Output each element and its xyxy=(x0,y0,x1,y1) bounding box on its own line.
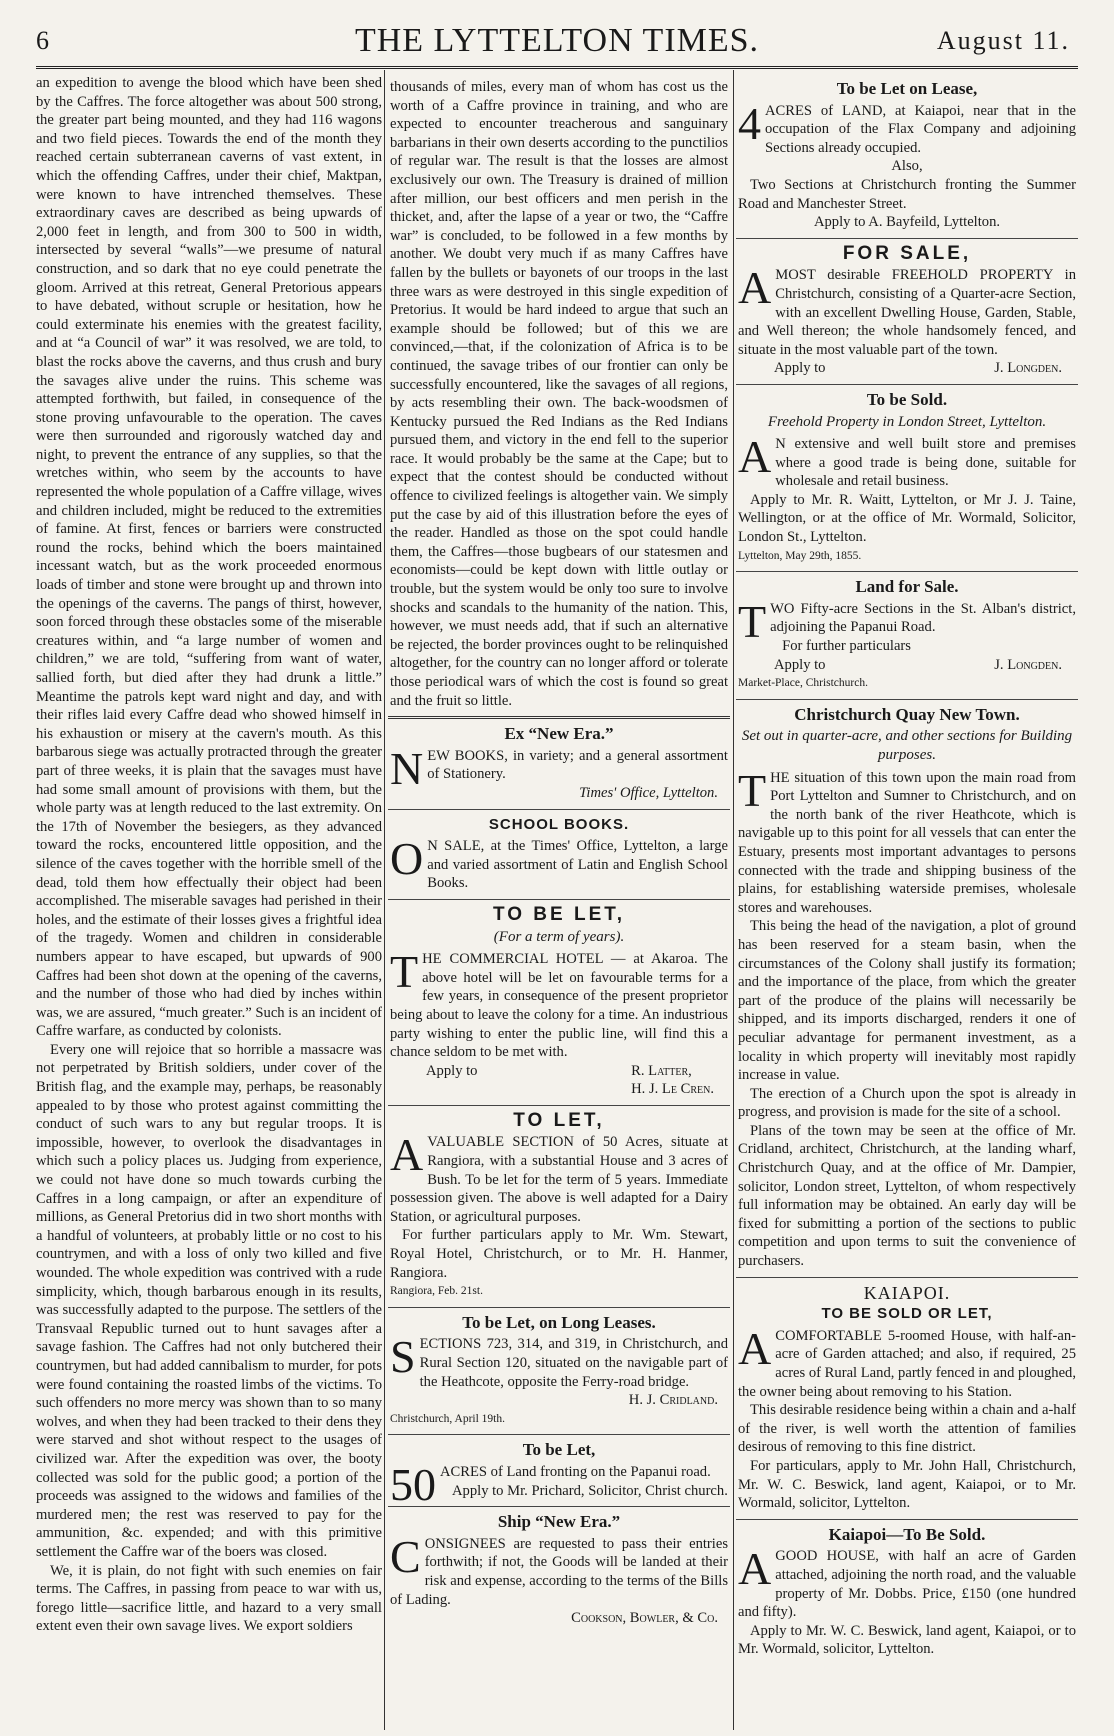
ad-apply: Apply to xyxy=(774,656,826,673)
drop-cap: T xyxy=(738,595,767,647)
ad-kaiapoi xyxy=(736,1278,1078,1520)
ad-text: Apply to Mr. W. C. Beswick, land agent, Kaiapoi, or to Mr. Wormald, solicitor, Lyttelton. xyxy=(738,1622,1076,1658)
ad-text: EW BOOKS, in variety; and a general assortment of Stationery. xyxy=(427,747,728,783)
ad-apply: Apply to xyxy=(426,1062,478,1079)
article-paragraph: Every one will rejoice that so horrible a massacre was not perpetrated by British soldiers, under cover of the British flag, and the example may, perhaps, be reasonably appealed to by those who protest against committing the conduct of such wars to any but regular troops. It is impossible, however, to overlook the disadvantages in which such a policy places us. Judging from experience, we could not have done so much towards curbing the Caffres in a long campaign, or after an expenditure of millions, as General Pretorius did in two short months with a handful of volunteers, at probably little or no cost to his countrymen, and with a loss of only two killed and five wounded. The whole expedition was contrived with a rude simplicity, which, though barbarous enough in its results, was successfully adapted to the purpose. The settlers of the Transvaal Republic turned out to hunt savages after a savage fashion. The Caffres had not only butchered their countrymen, but had added cannibalism to murder, for pots were found containing the roasted limbs of the victims. To such offenders no more mercy was shown than to so many wolves, and when they had been tracked to their dens they were starved and shot without respect to the usages of civilized war. After the expedition was over, the booty collected was sold for the public good; a portion of the proceeds was assigned to the widows and families of the murdered men; the rest was reserved to pay for the ammunition, &c. expended; and with this primitive settlement the Caffre war of the boers was closed. xyxy=(36,1041,382,1560)
article-paragraph: We, it is plain, do not fight with such enemies on fair terms. The Caffres, in passing from peace to war with us, forego little—sacrifice little, and hazard to a very small extent even their own savage lives. We export soldiers xyxy=(36,1562,382,1635)
ad-ship-new-era xyxy=(388,1507,730,1634)
ad-text: For further particulars apply to Mr. Wm. Stewart, Royal Hotel, Christchurch, or to Mr. H. Hanmer, Rangiora. xyxy=(390,1227,728,1281)
ad-signature: Times' Office, Lyttelton. xyxy=(579,784,718,801)
ad-new-era-books xyxy=(388,719,730,809)
ad-text: VALUABLE SECTION of 50 Acres, situate at Rangiora, with a substantial House and 3 acres of Bush. To be let for the term of 5 years. Immediate possession given. The above is well adapted for a Dairy Station, or agricultural purposes. xyxy=(390,1134,728,1225)
page-number: 6 xyxy=(36,26,49,55)
ad-heading: Christchurch Quay New Town. xyxy=(794,704,1020,724)
ad-signature: Cookson, Bowler, & Co. xyxy=(571,1610,718,1627)
ad-subheading: Set out in quarter-acre, and other sections for Building purposes. xyxy=(741,728,1073,763)
ad-contact: J. Longden. xyxy=(994,656,1062,673)
ad-text: Two Sections at Christchurch fronting the Summer Road and Manchester Street. xyxy=(738,176,1076,212)
drop-cap: T xyxy=(738,764,767,816)
ad-school-books xyxy=(388,810,730,900)
drop-cap: A xyxy=(738,431,772,483)
article-continuation xyxy=(388,74,730,719)
column-divider xyxy=(733,70,734,1730)
ad-to-let-section xyxy=(388,1106,730,1308)
issue-date: August 11. xyxy=(936,26,1070,55)
drop-cap: 4 xyxy=(738,97,761,149)
ad-text: COMFORTABLE 5-roomed House, with half-an-acre of Garden attached; and also, if required, 25 acres of Rural Land, partly fenced in and ploughed, the owner being about removing to his Station. xyxy=(738,1327,1076,1400)
newspaper-title: THE LYTTELTON TIMES. xyxy=(354,22,760,59)
ad-heading: Ship “New Era.” xyxy=(497,1512,621,1532)
ad-text: MOST desirable FREEHOLD PROPERTY in Christchurch, consisting of a Quarter-acre Section, with an excellent Dwelling House, Garden, Stable, and Well thereon; the whole handsomely fenced, and situate in the most valuable part of the town. xyxy=(738,267,1076,358)
ad-land-for-sale xyxy=(736,572,1078,700)
ad-text: This being the head of the navigation, a plot of ground has been reserved for a steam basin, when the circumstances of the Colony shall justify its formation; and the importance of the place, from which the greater part of the produce of the plains will necessarily be shipped, and its imports discharged, renders it one of peculiar advantage for permanent investment, as a locality in which property will inevitably most rapidly increase in value. xyxy=(738,918,1076,1084)
ad-text: The erection of a Church upon the spot is already in progress, and provision is made for the site of a school. xyxy=(738,1085,1076,1121)
ad-text: ONSIGNEES are requested to pass their entries forthwith; if not, the Goods will be landed at their risk and expense, according to the terms of the Bills of Lading. xyxy=(390,1535,728,1608)
ad-apply: Apply to A. Bayfeild, Lyttelton. xyxy=(813,214,1001,231)
ad-text: WO Fifty-acre Sections in the St. Alban's district, adjoining the Papanui Road. xyxy=(770,600,1076,636)
article-paragraph: thousands of miles, every man of whom has cost us the worth of a Caffre province in training, and who are expected to encounter treacherous and sanguinary barbarians in their own deserts according to the punctilios of regular war. The result is that the losses are almost exclusively our own. The Treasury is drained of million after million, our best officers and men perish in the thicket, and, after the lapse of a year or two, the “Caffre war” is concluded, to be followed in a few months by another. We doubt very much if as many Caffres have fallen by the bullets or bayonets of our troops in the last three wars as were destroyed in this single expedition of Pretorius. It would be hard indeed to argue that such an example should be followed; but of this we are convinced,—that, if the colonization of Africa is to be continued, the savage tribes of our frontier can only be successfully encountered, like the savages of all regions, by acts resembling their own. The back-woodsmen of Kentucky pursued the Red Indians as the Red Indians pursued them, and victory in the end fell to the superior race. It would probably be the same at the Cape; but to expect that the contest should be conducted without offence to civilized feelings is altogether vain. We simply put the case by aid of this illustration before the eyes of the reader. Handled as those on the spot could handle them, the Caffres—those bugbears of our statesmen and economists—could be kept down with little outlay or trouble, but the system would be only too sure to involve shocks and scandals to the humanity of the nation. This, however, we must needs add, that if such an alternative be rejected, the border provinces ought to be relinquished altogether, for the country can no longer afford or tolerate those periodical wars of which the cost is found so great and the fruit so little. xyxy=(390,79,728,709)
column-1-article xyxy=(36,74,382,1734)
column-3 xyxy=(736,74,1078,1734)
drop-cap: T xyxy=(390,946,419,998)
ad-heading: FOR SALE, xyxy=(842,242,972,264)
ad-for-sale xyxy=(736,239,1078,385)
ad-to-be-let-on-lease xyxy=(736,74,1078,239)
drop-cap: S xyxy=(390,1331,416,1383)
ad-date: Rangiora, Feb. 21st. xyxy=(390,1285,483,1298)
ad-subheading: Freehold Property in London Street, Lyttelton. xyxy=(767,413,1047,430)
ad-to-be-sold xyxy=(736,385,1078,572)
column-divider xyxy=(384,70,385,1730)
ad-text: HE COMMERCIAL HOTEL — at Akaroa. The above hotel will be let on favourable terms for a few years, in consequence of the present proprietor being about to leave the colony for a time. An industrious party wishing to enter the public line, will find this a chance seldom to be met with. xyxy=(390,951,728,1061)
drop-cap: O xyxy=(390,833,424,885)
drop-cap: A xyxy=(738,1543,772,1595)
ad-fifty-acres xyxy=(388,1435,730,1510)
ad-text: Plans of the town may be seen at the office of Mr. Cridland, architect, Christchurch, at the landing wharf, Christchurch Quay, and at the office of Mr. Dampier, solicitor, London street, Lyttelton, of whom respectively full information may be obtained. An early day will be fixed for submitting a portion of the sections to public competition and upon terms to suit the convenience of purchasers. xyxy=(738,1122,1076,1270)
ad-kaiapoi-to-be-sold xyxy=(736,1520,1078,1665)
ad-heading: Land for Sale. xyxy=(855,577,959,597)
ad-subheading: TO BE SOLD OR LET, xyxy=(821,1305,993,1323)
ad-text: ACRES of Land fronting on the Papanui road. xyxy=(440,1463,711,1480)
ad-heading: TO LET, xyxy=(513,1109,605,1131)
ad-text: ACRES of LAND, at Kaiapoi, near that in the occupation of the Flax Company and adjoining Sections already occupied. xyxy=(765,102,1076,156)
drop-cap: A xyxy=(738,1322,772,1374)
ad-heading: To be Let, on Long Leases. xyxy=(462,1312,656,1332)
masthead-rule xyxy=(36,66,1078,69)
ad-place: Market-Place, Christchurch. xyxy=(738,677,868,690)
drop-cap: A xyxy=(738,262,772,314)
ad-text: For further particulars xyxy=(782,638,911,655)
ad-contact: J. Longden. xyxy=(994,360,1062,377)
ad-text: This desirable residence being within a chain and a-half of the river, is well worth the attention of families desirous of removing to this fine district. xyxy=(738,1402,1076,1456)
ad-heading: To be Let, xyxy=(522,1440,596,1460)
ad-text: For particulars, apply to Mr. John Hall, Christchurch, Mr. W. C. Beswick, land agent, Kaiapoi, or to Mr. Wormald, solicitor, Lyttelton. xyxy=(738,1457,1076,1512)
ad-subheading: (For a term of years). xyxy=(493,928,625,945)
ad-text: N SALE, at the Times' Office, Lyttelton, a large and varied assortment of Latin and English School Books. xyxy=(427,838,728,892)
ad-contact: R. Latter, xyxy=(631,1062,692,1079)
ad-christchurch-quay xyxy=(736,700,1078,1278)
column-2 xyxy=(388,74,730,1734)
ad-heading: Kaiapoi—To Be Sold. xyxy=(828,1524,986,1544)
ad-text: N extensive and well built store and premises where a good trade is being done, suitable for wholesale and retail business. xyxy=(775,436,1076,490)
ad-text: GOOD HOUSE, with half an acre of Garden attached, adjoining the north road, and the valuable property of Mr. Dobbs. Price, £150 (one hundred and fifty). xyxy=(738,1548,1076,1621)
masthead xyxy=(0,0,1114,62)
ad-date: Lyttelton, May 29th, 1855. xyxy=(738,549,862,562)
ad-heading: To be Sold. xyxy=(866,389,948,409)
ad-text: Apply to Mr. Prichard, Solicitor, Christ church. xyxy=(452,1482,728,1499)
ad-apply: Apply to xyxy=(774,360,826,377)
ad-heading: KAIAPOI. xyxy=(863,1282,951,1303)
ad-long-leases xyxy=(388,1308,730,1436)
ad-heading: Ex “New Era.” xyxy=(504,724,614,744)
ad-heading: TO BE LET, xyxy=(492,903,626,925)
ad-date: Christchurch, April 19th. xyxy=(390,1412,505,1425)
ad-text: Apply to Mr. R. Waitt, Lyttelton, or Mr J. J. Taine, Wellington, or at the office of Mr. Wormald, Solicitor, London St., Lyttelton. xyxy=(738,491,1076,546)
ad-signature: H. J. Cridland. xyxy=(628,1392,718,1409)
ad-heading: To be Let on Lease, xyxy=(836,79,978,98)
ad-text: Also, xyxy=(891,158,923,175)
article-paragraph: an expedition to avenge the blood which have been shed by the Caffres. The force altogether was about 500 strong, the greater part being mounted, and they had 116 wagons and two field pieces. Towards the end of the month they reached certain subterranean caverns of vast extent, in which the offending Caffres, under their chief, Maktpan, were known to have intrenched themselves. These extraordinary caves are described as being upwards of 2,000 feet in length, and from 300 to 500 in width, intersected by several “walls”—we presume of natural construction, and so dark that no eye could penetrate the gloom. Arrived at this retreat, General Pretorious appears to have debated, without scruple or hesitation, how he could exterminate his enemies with the greatest facility, and at “a Council of war” it was resolved, we are told, to blast the rocks above the caverns, and thus crush and bury the savages alive under the ruins. This scheme was attempted forthwith, but failed, in consequence of the stone proving unfavourable to the operation. The caves were then surrounded and rigorously watched day and night, to prevent the entrance of any supplies, so that the wretches within, who seem by the accounts to have represented the whole population of a Caffre village, wives and children included, might be reduced to the extremities of famine. At first, fences or barriers were constructed round the rocks, behind which the boers maintained incessant watch, but as the work proceeded enormous loads of timber and stone were brought up and thrown into the openings of the caverns. The pangs of thirst, however, soon forced through these obstacles some of the miserable creatures within, and “a large number of women and children,” we are told, “suffering from want of water, sallied forth, but died after they had drunk a little.” Meantime the patrols kept ward night and day, and with their rifles laid every Caffre dead who showed himself in his exhaustion or misery at the cavern's mouth. As this barbarous siege was actually protracted through the greater part of three weeks, it is plain that the savages must have had some small amount of provisions with them, but the whole party was at length reduced to the last extremity. On the 17th of November the besiegers, as they advanced toward the rocks, encountered little opposition, and the silence of the caves together with the horrible smell of the dead, told them how effectually their object had been accomplished. The miserable savages had perished in their holes, and the estimate of their losses gives a frightful idea of the tragedy. Women and children in considerable numbers appear to have escaped, but upwards of 900 Caffres had been shot down at the opening of the caverns, and the number of those who had died by inches within was, we are assured, “much greater.” Such is an incident of Caffre warfare, as conducted by colonists. xyxy=(36,75,382,1040)
ad-heading: SCHOOL BOOKS. xyxy=(488,815,630,833)
drop-cap: N xyxy=(390,742,424,794)
ad-contact: H. J. Le Cren. xyxy=(631,1081,714,1098)
drop-cap: C xyxy=(390,1530,421,1582)
ad-to-be-let-hotel xyxy=(388,900,730,1106)
ad-text: HE situation of this town upon the main road from Port Lyttelton and Sumner to Christchurch, and on the north bank of the river Heathcote, which is navigable up to this point for all vessels that can enter the Estuary, presents most important advantages to persons connected with the trade and shipping business of the plains, for establishing waterside premises, wholesale stores and warehouses. xyxy=(738,769,1076,916)
drop-cap: 50 xyxy=(390,1458,436,1510)
drop-cap: A xyxy=(390,1129,424,1181)
ad-text: ECTIONS 723, 314, and 319, in Christchurch, and Rural Section 120, situated on the navigable part of the Heathcote, opposite the Ferry-road bridge. xyxy=(419,1336,728,1390)
